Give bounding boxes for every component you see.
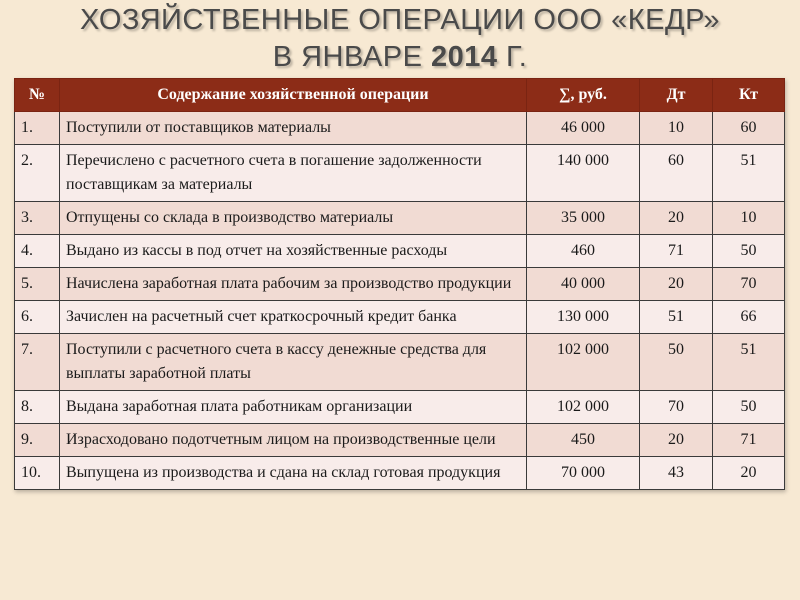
operations-table	[14, 78, 785, 490]
row-description: Отпущены со склада в производство материалы	[60, 202, 527, 235]
row-sum: 46 000	[527, 112, 640, 145]
row-description: Начислена заработная плата рабочим за производство продукции	[60, 268, 527, 301]
table-row	[15, 301, 785, 334]
slide-title-line2	[0, 39, 800, 76]
table-row	[15, 268, 785, 301]
row-number: 9.	[15, 424, 60, 457]
table-row	[15, 202, 785, 235]
row-sum: 450	[527, 424, 640, 457]
header-description: Содержание хозяйственной операции	[60, 79, 527, 112]
row-debit: 50	[640, 334, 713, 391]
row-description: Зачислен на расчетный счет краткосрочный кредит банка	[60, 301, 527, 334]
table-row	[15, 145, 785, 202]
row-description: Израсходовано подотчетным лицом на производственные цели	[60, 424, 527, 457]
slide-title-year: 2014	[430, 41, 498, 73]
row-sum: 35 000	[527, 202, 640, 235]
row-debit: 20	[640, 202, 713, 235]
row-sum: 70 000	[527, 457, 640, 490]
header-credit: Кт	[713, 79, 785, 112]
row-number: 6.	[15, 301, 60, 334]
row-credit: 10	[713, 202, 785, 235]
row-description: Поступили с расчетного счета в кассу денежные средства для выплаты заработной платы	[60, 334, 527, 391]
row-sum: 140 000	[527, 145, 640, 202]
row-number: 3.	[15, 202, 60, 235]
row-credit: 66	[713, 301, 785, 334]
row-sum: 102 000	[527, 334, 640, 391]
row-number: 4.	[15, 235, 60, 268]
row-sum: 40 000	[527, 268, 640, 301]
row-sum: 130 000	[527, 301, 640, 334]
row-credit: 50	[713, 235, 785, 268]
table-header-row	[15, 79, 785, 112]
row-credit: 51	[713, 145, 785, 202]
slide-title-prefix: В ЯНВАРЕ	[272, 41, 431, 73]
row-credit: 50	[713, 391, 785, 424]
row-number: 8.	[15, 391, 60, 424]
row-debit: 43	[640, 457, 713, 490]
row-credit: 71	[713, 424, 785, 457]
slide-title-line1: ХОЗЯЙСТВЕННЫЕ ОПЕРАЦИИ ООО «КЕДР»	[79, 4, 720, 36]
table-row	[15, 112, 785, 145]
row-description: Выпущена из производства и сдана на склад готовая продукция	[60, 457, 527, 490]
row-credit: 60	[713, 112, 785, 145]
table-row	[15, 334, 785, 391]
row-description: Перечислено с расчетного счета в погашение задолженности поставщикам за материалы	[60, 145, 527, 202]
table-row	[15, 235, 785, 268]
row-credit: 51	[713, 334, 785, 391]
row-credit: 20	[713, 457, 785, 490]
row-sum: 460	[527, 235, 640, 268]
header-debit: Дт	[640, 79, 713, 112]
row-debit: 70	[640, 391, 713, 424]
row-debit: 60	[640, 145, 713, 202]
row-debit: 51	[640, 301, 713, 334]
row-description: Выдано из кассы в под отчет на хозяйственные расходы	[60, 235, 527, 268]
operations-table-container	[14, 78, 784, 490]
table-row	[15, 424, 785, 457]
row-number: 7.	[15, 334, 60, 391]
table-row	[15, 457, 785, 490]
row-description: Выдана заработная плата работникам организации	[60, 391, 527, 424]
slide-title	[0, 2, 800, 76]
row-number: 5.	[15, 268, 60, 301]
row-debit: 71	[640, 235, 713, 268]
slide-title-suffix: Г.	[497, 41, 528, 73]
row-debit: 20	[640, 268, 713, 301]
row-sum: 102 000	[527, 391, 640, 424]
table-row	[15, 391, 785, 424]
row-credit: 70	[713, 268, 785, 301]
row-debit: 10	[640, 112, 713, 145]
row-number: 10.	[15, 457, 60, 490]
header-number: №	[15, 79, 60, 112]
header-sum: ∑, руб.	[527, 79, 640, 112]
row-debit: 20	[640, 424, 713, 457]
row-number: 2.	[15, 145, 60, 202]
row-description: Поступили от поставщиков материалы	[60, 112, 527, 145]
row-number: 1.	[15, 112, 60, 145]
